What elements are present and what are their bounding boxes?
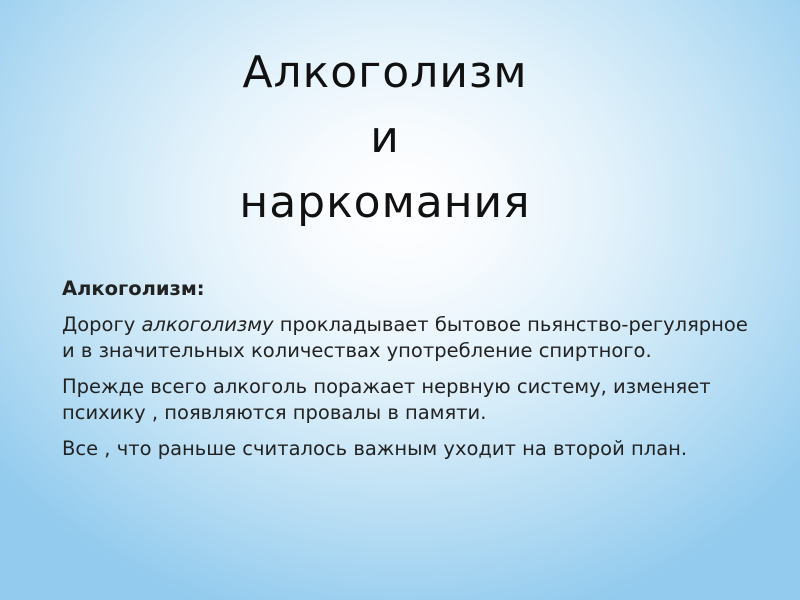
paragraph-1-lead: Дорогу — [62, 313, 142, 336]
title-line-3: наркомания — [239, 177, 531, 228]
slide-body — [62, 276, 762, 472]
paragraph-1-emphasis: алкоголизму — [141, 313, 274, 336]
paragraph-1-rest: прокладывает бытовое пьянство-регулярное и в значительных количествах употребление спиртного. — [62, 313, 748, 362]
title-line-1: Алкоголизм — [242, 47, 528, 98]
slide-title — [150, 40, 620, 235]
title-line-2: и — [370, 112, 400, 163]
paragraph-1 — [62, 312, 762, 364]
body-heading: Алкоголизм: — [62, 277, 205, 300]
paragraph-3: Все , что раньше считалось важным уходит на второй план. — [62, 437, 688, 460]
paragraph-2: Прежде всего алкоголь поражает нервную систему, изменяет психику , появляются провалы в памяти. — [62, 375, 711, 424]
